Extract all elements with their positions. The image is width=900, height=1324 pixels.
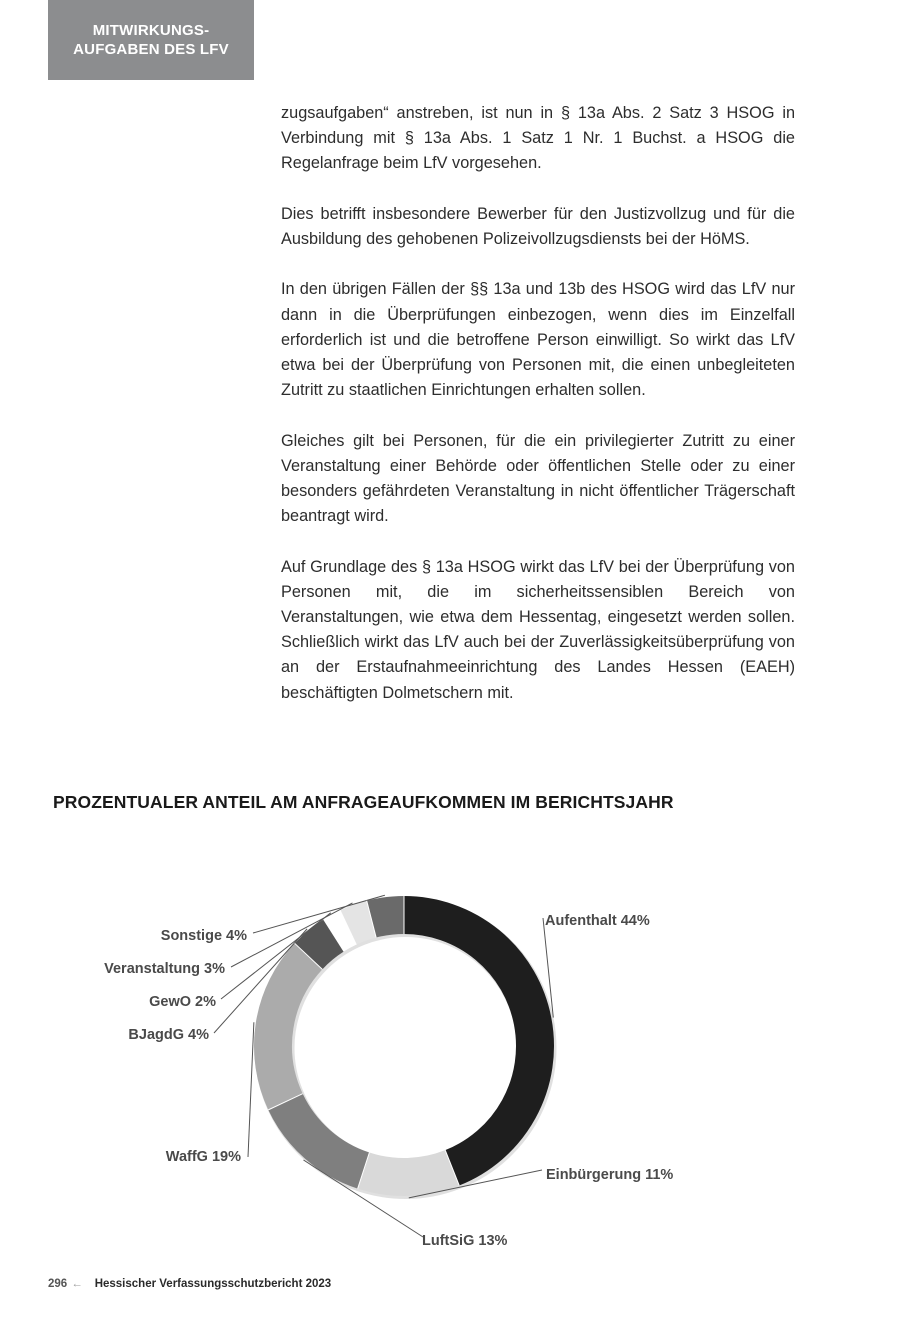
slice-label-luftsig: LuftSiG 13% xyxy=(422,1233,508,1249)
donut-slice-luftsig xyxy=(285,1102,363,1171)
slice-label-waffg: WaffG 19% xyxy=(165,1149,241,1165)
paragraph-4: Gleiches gilt bei Personen, für die ein privilegierter Zutritt zu einer Veranstaltung einer Behörde oder öffentlichen Stelle oder zu einer besonders gefährdeten Veranstaltung in nicht öffentlicher Trägerschaft beantragt wird. xyxy=(281,431,795,526)
section-tab-line2: AUFGABEN DES LFV xyxy=(73,41,229,58)
report-title: Hessischer Verfassungsschutzbericht 2023 xyxy=(94,1278,332,1290)
slice-label-veranstaltung: Veranstaltung 3% xyxy=(104,961,225,977)
body-text xyxy=(281,101,795,731)
chart-title: PROZENTUALER ANTEIL AM ANFRAGEAUFKOMMEN IM BERICHTSJAHR xyxy=(53,792,674,812)
paragraph-5: Auf Grundlage des § 13a HSOG wirkt das LfV bei der Überprüfung von Personen mit, die im sicherheitssensiblen Bereich von Veranstaltungen, wie etwa dem Hessentag, eingesetzt werden sollen. Schließlich wirkt das LfV auch bei der Zuverlässigkeitsüberprüfung von an der Erstaufnahmeeinrichtung des Landes Hessen (EAEH) beschäftigten Dolmetschern mit. xyxy=(281,557,795,702)
leader-line-waffg xyxy=(248,1022,254,1157)
section-tab-line1: MITWIRKUNGS- xyxy=(92,22,210,39)
slice-label-einb-rgerung: Einbürgerung 11% xyxy=(546,1167,674,1183)
donut-chart xyxy=(0,840,900,1260)
page-footer xyxy=(48,1278,331,1290)
slice-label-sonstige: Sonstige 4% xyxy=(160,928,247,944)
paragraph-3: In den übrigen Fällen der §§ 13a und 13b des HSOG wird das LfV nur dann in die Überprüfungen einbezogen, wenn dies im Einzelfall erforderlich ist und die betroffene Person einwilligt. So wirkt das LfV etwa bei der Überprüfung von Personen mit, die einen unbegleiteten Zutritt zu staatlichen Einrichtungen erhalten sollen. xyxy=(281,280,795,400)
donut-slice-veranstaltung xyxy=(348,919,371,927)
page-number: 296 xyxy=(48,1278,68,1290)
slice-label-aufenthalt: Aufenthalt 44% xyxy=(545,913,650,929)
arrow-left-icon: ← xyxy=(71,1278,83,1290)
slice-label-bjagdg: BJagdG 4% xyxy=(128,1027,209,1043)
donut-slice-bjagdg xyxy=(309,935,334,956)
donut-slice-waffg xyxy=(273,956,309,1101)
paragraph-2: Dies betrifft insbesondere Bewerber für den Justizvollzug und für die Ausbildung des gehobenen Polizeivollzugsdiensts bei der HöMS. xyxy=(281,204,795,248)
donut-slice-einb-rgerung xyxy=(364,1168,453,1177)
donut-slice-gewo xyxy=(334,927,348,935)
donut-slice-sonstige xyxy=(371,915,404,919)
donut-slice-aufenthalt xyxy=(404,915,535,1168)
slice-label-gewo: GewO 2% xyxy=(149,994,216,1010)
section-tab xyxy=(48,0,254,80)
paragraph-1: zugsaufgaben“ anstreben, ist nun in § 13a Abs. 2 Satz 3 HSOG in Verbindung mit § 13a Abs. 1 Satz 1 Nr. 1 Buchst. a HSOG die Regelanfrage beim LfV vorgesehen. xyxy=(281,104,795,173)
